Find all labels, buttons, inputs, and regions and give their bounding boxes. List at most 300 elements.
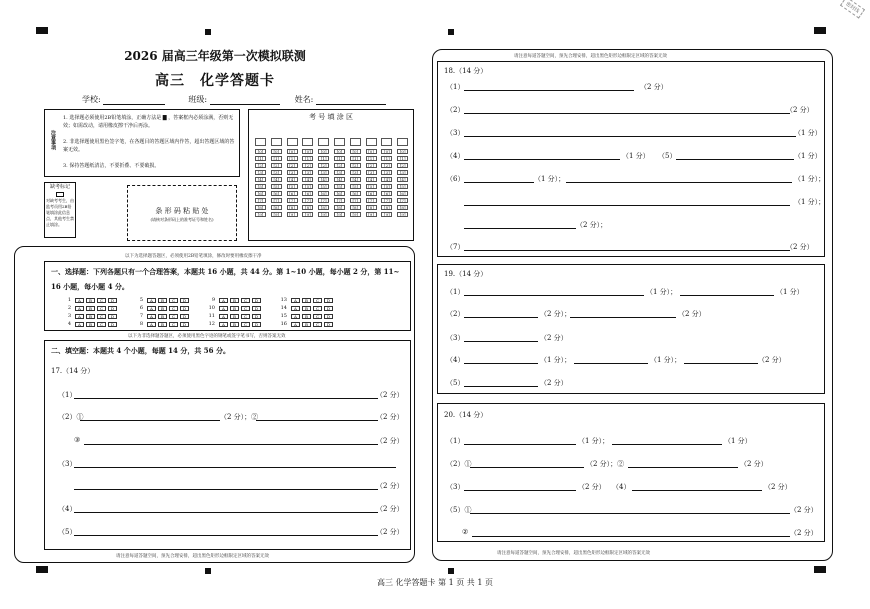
choice-number: 9	[211, 297, 215, 303]
q18-label: （3）	[446, 129, 465, 137]
alignment-mark	[814, 566, 826, 573]
q20-answer-line[interactable]	[628, 467, 738, 468]
q18-answer-line[interactable]	[464, 205, 790, 206]
q17-answer-line[interactable]	[74, 489, 378, 490]
exam-number-bubble[interactable]: [9]	[350, 212, 361, 217]
exam-number-bubble[interactable]: [5]	[271, 184, 282, 189]
choice-number: 6	[139, 305, 143, 311]
exam-number-bubble[interactable]: [0]	[366, 149, 377, 154]
q19-label: （3）	[446, 334, 465, 342]
choice-bubble[interactable]: B	[86, 298, 95, 303]
choice-number: 1	[67, 297, 71, 303]
exam-number-bubble[interactable]: [3]	[255, 170, 266, 175]
exam-number-bubble[interactable]: [6]	[287, 191, 298, 196]
exam-number-bubble[interactable]: [0]	[255, 149, 266, 154]
exam-number-bubble[interactable]: [4]	[255, 177, 266, 182]
exam-number-bubble[interactable]: [0]	[381, 149, 392, 154]
choice-bubble[interactable]: B	[302, 306, 311, 311]
exam-number-bubble[interactable]: [9]	[334, 212, 345, 217]
choice-bubble[interactable]: B	[86, 322, 95, 327]
choice-bubble[interactable]: D	[324, 298, 333, 303]
exam-number-bubble[interactable]: [5]	[287, 184, 298, 189]
exam-number-bubble[interactable]: [1]	[381, 156, 392, 161]
exam-number-bubble[interactable]: [5]	[302, 184, 313, 189]
q17-title: 17.（14 分）	[51, 367, 95, 375]
exam-number-bubble[interactable]: [8]	[350, 205, 361, 210]
choice-bubble[interactable]: A	[291, 322, 300, 327]
exam-number-bubble[interactable]: [0]	[318, 149, 329, 154]
exam-number-bubble[interactable]: [0]	[287, 149, 298, 154]
exam-number-bubble[interactable]: [7]	[350, 198, 361, 203]
choice-bubble[interactable]: D	[108, 314, 117, 319]
exam-number-bubble[interactable]: [1]	[287, 156, 298, 161]
alignment-mark	[448, 568, 454, 574]
exam-number-bubble[interactable]: [3]	[334, 170, 345, 175]
q20-answer-line[interactable]	[464, 490, 576, 491]
exam-number-bubble[interactable]: [4]	[302, 177, 313, 182]
choice-bubble[interactable]: D	[324, 322, 333, 327]
exam-number-bubble[interactable]: [2]	[255, 163, 266, 168]
exam-number-write-box[interactable]	[397, 138, 408, 146]
exam-number-write-box[interactable]	[255, 138, 266, 146]
exam-number-bubble[interactable]: [1]	[271, 156, 282, 161]
exam-number-bubble[interactable]: [1]	[350, 156, 361, 161]
exam-number-bubble[interactable]: [4]	[334, 177, 345, 182]
q19-score: （2 分）	[758, 356, 786, 364]
choice-bubble[interactable]: A	[75, 306, 84, 311]
exam-number-bubble[interactable]: [0]	[334, 149, 345, 154]
barcode-title: 条 形 码 粘 贴 处	[155, 207, 209, 215]
q19-answer-line[interactable]	[464, 341, 538, 342]
exam-number-bubble[interactable]: [0]	[302, 149, 313, 154]
exam-number-bubble[interactable]: [9]	[397, 212, 408, 217]
exam-number-bubble[interactable]: [3]	[397, 170, 408, 175]
school-field[interactable]	[103, 97, 165, 105]
choice-bubble[interactable]: C	[241, 322, 250, 327]
exam-number-bubble[interactable]: [1]	[366, 156, 377, 161]
choice-bubble[interactable]: C	[313, 298, 322, 303]
q19-score: （1 分）；	[540, 356, 572, 364]
q20-answer-line[interactable]	[612, 444, 722, 445]
exam-number-column	[302, 138, 313, 217]
q18-label: （4）	[446, 152, 465, 160]
exam-number-bubble[interactable]: [2]	[381, 163, 392, 168]
q19-answer-line[interactable]	[464, 363, 538, 364]
q19-score: （2 分）	[540, 379, 568, 387]
choice-row	[135, 313, 189, 319]
choice-bubble[interactable]: D	[324, 314, 333, 319]
q17-answer-line[interactable]	[74, 535, 378, 536]
barcode-sub: (请核对条形码上的准考证号和姓名)	[150, 217, 214, 222]
choice-bubble[interactable]: C	[241, 306, 250, 311]
q19-score: （1 分）；	[646, 288, 678, 296]
choice-number: 4	[67, 321, 71, 327]
exam-number-bubble[interactable]: [7]	[397, 198, 408, 203]
q19-score: （2 分）；	[540, 310, 572, 318]
exam-number-bubble[interactable]: [7]	[302, 198, 313, 203]
name-field[interactable]	[316, 97, 386, 105]
q19-box	[437, 264, 825, 394]
q19-answer-line[interactable]	[680, 295, 774, 296]
choice-bubble[interactable]: D	[108, 298, 117, 303]
exam-number-write-box[interactable]	[381, 138, 392, 146]
choice-bubble[interactable]: A	[147, 306, 156, 311]
choice-bubble[interactable]: C	[97, 314, 106, 319]
choice-bubble[interactable]: B	[302, 322, 311, 327]
q19-score: （1 分）	[776, 288, 804, 296]
q19-answer-line[interactable]	[464, 386, 538, 387]
exam-number-write-box[interactable]	[287, 138, 298, 146]
choice-bubble[interactable]: D	[108, 322, 117, 327]
exam-number-bubble[interactable]: [8]	[271, 205, 282, 210]
exam-number-column	[334, 138, 345, 217]
q17-score: （2 分）	[376, 413, 404, 421]
exam-number-bubble[interactable]: [2]	[350, 163, 361, 168]
q17-score: （2 分）；②	[220, 413, 259, 421]
choice-bubble[interactable]: D	[252, 306, 261, 311]
q20-answer-line[interactable]	[470, 467, 584, 468]
rule-text: 以下为非选择题答题区，必须使用黑色字迹的钢笔或签字笔书写，否则答案无效	[128, 334, 286, 339]
choice-bubble[interactable]: D	[252, 298, 261, 303]
exam-number-bubble[interactable]: [6]	[318, 191, 329, 196]
exam-number-bubble[interactable]: [1]	[397, 156, 408, 161]
q18-score: （2 分）	[640, 83, 668, 91]
exam-number-bubble[interactable]: [8]	[366, 205, 377, 210]
exam-number-bubble[interactable]: [6]	[350, 191, 361, 196]
choice-bubble[interactable]: D	[180, 322, 189, 327]
q17-label-1: （1）	[58, 391, 77, 399]
q18-label: （5）	[658, 152, 677, 160]
choice-number: 11	[208, 313, 215, 319]
rule-text: 请注意每道答题空间，预先合理安排，超出黑色矩形边框限定区域的答案无效	[116, 554, 269, 559]
exam-number-bubble[interactable]: [7]	[287, 198, 298, 203]
exam-number-bubble[interactable]: [7]	[366, 198, 377, 203]
q19-answer-line[interactable]	[570, 317, 676, 318]
q18-answer-line[interactable]	[464, 182, 534, 183]
q19-answer-line[interactable]	[574, 363, 648, 364]
exam-number-bubble[interactable]: [0]	[271, 149, 282, 154]
exam-number-bubble[interactable]: [4]	[287, 177, 298, 182]
exam-number-bubble[interactable]: [8]	[287, 205, 298, 210]
q18-answer-line[interactable]	[464, 159, 620, 160]
q18-label: （1）	[446, 83, 465, 91]
choice-bubble[interactable]: D	[180, 314, 189, 319]
q20-box	[437, 403, 825, 542]
choice-bubble[interactable]: A	[75, 322, 84, 327]
exam-number-bubble[interactable]: [0]	[397, 149, 408, 154]
exam-number-bubble[interactable]: [2]	[334, 163, 345, 168]
choice-bubble[interactable]: B	[302, 314, 311, 319]
exam-number-bubble[interactable]: [6]	[271, 191, 282, 196]
q17-label-6: （5）	[58, 528, 77, 536]
absent-text: 对缺考考生，由监考员用2B铅笔填涂此信息点，其他考生禁止填涂。	[46, 198, 74, 227]
exam-number-bubble[interactable]: [2]	[318, 163, 329, 168]
q18-answer-line[interactable]	[464, 90, 634, 91]
choice-bubble[interactable]: D	[252, 322, 261, 327]
barcode-area	[127, 185, 237, 241]
exam-number-write-box[interactable]	[302, 138, 313, 146]
choice-bubble[interactable]: C	[169, 306, 178, 311]
exam-number-bubble[interactable]: [3]	[287, 170, 298, 175]
absent-title: 缺考标记	[49, 184, 70, 190]
absent-checkbox[interactable]	[56, 192, 64, 197]
choice-row	[135, 305, 189, 311]
exam-number-bubble[interactable]: [1]	[334, 156, 345, 161]
exam-number-bubble[interactable]: [9]	[271, 212, 282, 217]
exam-number-column	[381, 138, 392, 217]
exam-number-bubble[interactable]: [5]	[366, 184, 377, 189]
exam-number-column	[287, 138, 298, 217]
q20-answer-line[interactable]	[470, 513, 790, 514]
exam-number-write-box[interactable]	[271, 138, 282, 146]
choice-bubble[interactable]: B	[86, 314, 95, 319]
notice-item: 3. 保持答题纸清洁，不要折叠、不要破损。	[63, 163, 160, 169]
notice-item: 2. 非选择题使用黑色签字笔，在各题目的答题区域内作答，超出答题区域的答案无效。	[63, 139, 235, 153]
choice-row	[135, 297, 189, 303]
exam-number-bubble[interactable]: [8]	[318, 205, 329, 210]
exam-number-bubble[interactable]: [5]	[255, 184, 266, 189]
exam-number-bubble[interactable]: [3]	[302, 170, 313, 175]
q18-answer-line[interactable]	[464, 136, 796, 137]
q18-label: （7）	[446, 243, 465, 251]
q17-label-3: ③	[74, 436, 81, 444]
exam-number-bubble[interactable]: [8]	[397, 205, 408, 210]
exam-number-bubble[interactable]: [6]	[302, 191, 313, 196]
exam-number-area	[248, 109, 414, 241]
choice-bubble[interactable]: A	[75, 314, 84, 319]
q18-score: （1 分）；	[534, 175, 566, 183]
exam-number-bubble[interactable]: [7]	[271, 198, 282, 203]
q20-score: （2 分）	[578, 483, 606, 491]
q20-answer-line[interactable]	[632, 490, 762, 491]
choice-bubble[interactable]: C	[313, 306, 322, 311]
choice-bubble[interactable]: B	[230, 306, 239, 311]
q20-label: ②	[462, 528, 469, 536]
q18-label: （6）	[446, 175, 465, 183]
choice-bubble[interactable]: A	[147, 314, 156, 319]
exam-number-bubble[interactable]: [0]	[350, 149, 361, 154]
choice-bubble[interactable]: D	[252, 314, 261, 319]
rule-text: 请注意每道答题空间，预先合理安排，超出黑色矩形边框限定区域的答案无效	[514, 54, 667, 59]
exam-number-bubble[interactable]: [9]	[381, 212, 392, 217]
choice-number: 13	[280, 297, 287, 303]
exam-number-bubble[interactable]: [4]	[366, 177, 377, 182]
choice-bubble[interactable]: B	[158, 322, 167, 327]
seal-stamp: 密封线	[840, 0, 865, 19]
q19-label: （2）	[446, 310, 465, 318]
rule-text: 请注意每道答题空间，预先合理安排，超出黑色矩形边框限定区域的答案无效	[497, 551, 650, 556]
exam-number-bubble[interactable]: [7]	[255, 198, 266, 203]
q20-title: 20.（14 分）	[444, 411, 488, 419]
q19-label: （5）	[446, 379, 465, 387]
exam-number-bubble[interactable]: [9]	[255, 212, 266, 217]
choice-bubble[interactable]: B	[158, 314, 167, 319]
q18-title: 18.（14 分）	[444, 67, 488, 75]
exam-number-bubble[interactable]: [9]	[302, 212, 313, 217]
exam-number-bubble[interactable]: [8]	[381, 205, 392, 210]
q17-label-5: （4）	[58, 505, 77, 513]
choice-bubble[interactable]: A	[291, 314, 300, 319]
choice-bubble[interactable]: A	[219, 322, 228, 327]
class-label: 班级:	[188, 95, 208, 104]
exam-number-bubble[interactable]: [2]	[302, 163, 313, 168]
q18-answer-line[interactable]	[464, 250, 790, 251]
exam-number-bubble[interactable]: [4]	[271, 177, 282, 182]
fill-section	[44, 340, 411, 550]
q18-score: （1 分）；	[794, 198, 826, 206]
exam-number-bubble[interactable]: [3]	[271, 170, 282, 175]
exam-number-bubble[interactable]: [7]	[318, 198, 329, 203]
exam-number-bubble[interactable]: [3]	[318, 170, 329, 175]
q17-score: （2 分）	[376, 528, 404, 536]
q18-answer-line[interactable]	[464, 228, 576, 229]
exam-number-bubble[interactable]: [2]	[366, 163, 377, 168]
exam-number-bubble[interactable]: [2]	[271, 163, 282, 168]
choice-bubble[interactable]: C	[169, 298, 178, 303]
exam-number-bubble[interactable]: [9]	[318, 212, 329, 217]
q20-label: （2）①	[446, 460, 472, 468]
choice-bubble[interactable]: B	[230, 314, 239, 319]
choice-section	[44, 261, 411, 331]
q17-answer-line[interactable]	[74, 512, 378, 513]
q17-answer-line[interactable]	[80, 420, 220, 421]
exam-number-write-box[interactable]	[318, 138, 329, 146]
q18-answer-line[interactable]	[676, 159, 794, 160]
choice-bubble[interactable]: C	[241, 298, 250, 303]
exam-number-bubble[interactable]: [7]	[381, 198, 392, 203]
choice-bubble[interactable]: C	[97, 322, 106, 327]
exam-number-bubble[interactable]: [8]	[255, 205, 266, 210]
choice-row	[63, 313, 117, 319]
exam-number-bubble[interactable]: [5]	[381, 184, 392, 189]
choice-bubble[interactable]: C	[169, 322, 178, 327]
exam-number-bubble[interactable]: [5]	[318, 184, 329, 189]
choice-bubble[interactable]: B	[230, 322, 239, 327]
choice-bubble[interactable]: A	[219, 314, 228, 319]
q17-answer-line[interactable]	[256, 420, 378, 421]
q20-answer-line[interactable]	[472, 536, 790, 537]
alignment-mark	[448, 29, 454, 35]
choice-bubble[interactable]: D	[108, 306, 117, 311]
choice-row	[279, 313, 333, 319]
q19-title: 19.（14 分）	[444, 270, 488, 278]
exam-number-bubble[interactable]: [1]	[302, 156, 313, 161]
choice-heading: 一、选择题：下列各题只有一个合理答案，本题共 16 小题，共 44 分。第 1~10 小题，每小题 2 分，第 11~	[51, 267, 400, 276]
exam-number-bubble[interactable]: [6]	[366, 191, 377, 196]
choice-bubble[interactable]: B	[230, 298, 239, 303]
choice-number: 8	[139, 321, 143, 327]
exam-number-bubble[interactable]: [9]	[287, 212, 298, 217]
choice-bubble[interactable]: C	[241, 314, 250, 319]
q17-answer-line[interactable]	[84, 444, 378, 445]
exam-number-write-box[interactable]	[334, 138, 345, 146]
exam-number-bubble[interactable]: [5]	[397, 184, 408, 189]
exam-number-bubble[interactable]: [5]	[334, 184, 345, 189]
choice-number: 16	[280, 321, 287, 327]
q17-label-4: （3）	[58, 460, 77, 468]
q18-answer-line[interactable]	[566, 182, 792, 183]
exam-number-bubble[interactable]: [3]	[381, 170, 392, 175]
exam-number-bubble[interactable]: [6]	[381, 191, 392, 196]
class-field[interactable]	[210, 97, 280, 105]
choice-bubble[interactable]: C	[97, 298, 106, 303]
notice-item: 1. 选择题必须使用2B铅笔填涂，正确方法是 ▇ ，答案框内必须涂满，否则无效；如需改动，请用橡皮擦干净后再涂。	[63, 115, 234, 129]
choice-bubble[interactable]: A	[219, 306, 228, 311]
q17-answer-line[interactable]	[74, 467, 396, 468]
q17-answer-line[interactable]	[74, 398, 378, 399]
alignment-mark	[36, 566, 48, 573]
exam-number-bubble[interactable]: [2]	[397, 163, 408, 168]
q19-answer-line[interactable]	[464, 295, 644, 296]
exam-number-bubble[interactable]: [6]	[397, 191, 408, 196]
choice-row	[135, 321, 189, 327]
exam-number-bubble[interactable]: [8]	[334, 205, 345, 210]
exam-number-write-box[interactable]	[350, 138, 361, 146]
q20-answer-line[interactable]	[464, 444, 576, 445]
exam-number-bubble[interactable]: [1]	[255, 156, 266, 161]
choice-row	[207, 305, 261, 311]
choice-bubble[interactable]: B	[302, 298, 311, 303]
choice-bubble[interactable]: A	[147, 322, 156, 327]
exam-number-bubble[interactable]: [4]	[318, 177, 329, 182]
q18-answer-line[interactable]	[464, 113, 790, 114]
choice-row	[63, 297, 117, 303]
exam-number-bubble[interactable]: [5]	[350, 184, 361, 189]
choice-bubble[interactable]: B	[158, 298, 167, 303]
choice-number: 12	[208, 321, 215, 327]
exam-number-column	[366, 138, 377, 217]
choice-bubble[interactable]: C	[97, 306, 106, 311]
exam-number-bubble[interactable]: [4]	[381, 177, 392, 182]
exam-number-bubble[interactable]: [6]	[255, 191, 266, 196]
q20-score: （1 分）	[724, 437, 752, 445]
subject-title: 高三 化学答题卡	[155, 73, 275, 89]
exam-number-bubble[interactable]: [2]	[287, 163, 298, 168]
q19-answer-line[interactable]	[464, 317, 538, 318]
q20-label: （4）	[612, 483, 631, 491]
choice-bubble[interactable]: A	[147, 298, 156, 303]
choice-heading-2: 16 小题，每小题 4 分。	[51, 282, 129, 291]
exam-number-bubble[interactable]: [4]	[397, 177, 408, 182]
choice-bubble[interactable]: A	[75, 298, 84, 303]
choice-bubble[interactable]: A	[291, 298, 300, 303]
choice-bubble[interactable]: D	[180, 298, 189, 303]
q17-score: （2 分）	[376, 391, 404, 399]
exam-number-bubble[interactable]: [3]	[350, 170, 361, 175]
page-footer: 高三 化学答题卡 第 1 页 共 1 页	[377, 578, 493, 587]
q20-label: （3）	[446, 483, 465, 491]
exam-number-bubble[interactable]: [7]	[334, 198, 345, 203]
exam-number-bubble[interactable]: [6]	[334, 191, 345, 196]
choice-bubble[interactable]: D	[180, 306, 189, 311]
choice-bubble[interactable]: C	[169, 314, 178, 319]
choice-bubble[interactable]: A	[219, 298, 228, 303]
exam-number-write-box[interactable]	[366, 138, 377, 146]
q19-answer-line[interactable]	[684, 363, 758, 364]
exam-number-bubble[interactable]: [9]	[366, 212, 377, 217]
choice-bubble[interactable]: B	[86, 306, 95, 311]
choice-bubble[interactable]: C	[313, 322, 322, 327]
exam-number-bubble[interactable]: [3]	[366, 170, 377, 175]
alignment-mark	[205, 29, 211, 35]
choice-bubble[interactable]: D	[324, 306, 333, 311]
exam-number-bubble[interactable]: [1]	[318, 156, 329, 161]
exam-number-bubble[interactable]: [8]	[302, 205, 313, 210]
choice-bubble[interactable]: A	[291, 306, 300, 311]
choice-bubble[interactable]: C	[313, 314, 322, 319]
exam-number-bubble[interactable]: [4]	[350, 177, 361, 182]
choice-bubble[interactable]: B	[158, 306, 167, 311]
